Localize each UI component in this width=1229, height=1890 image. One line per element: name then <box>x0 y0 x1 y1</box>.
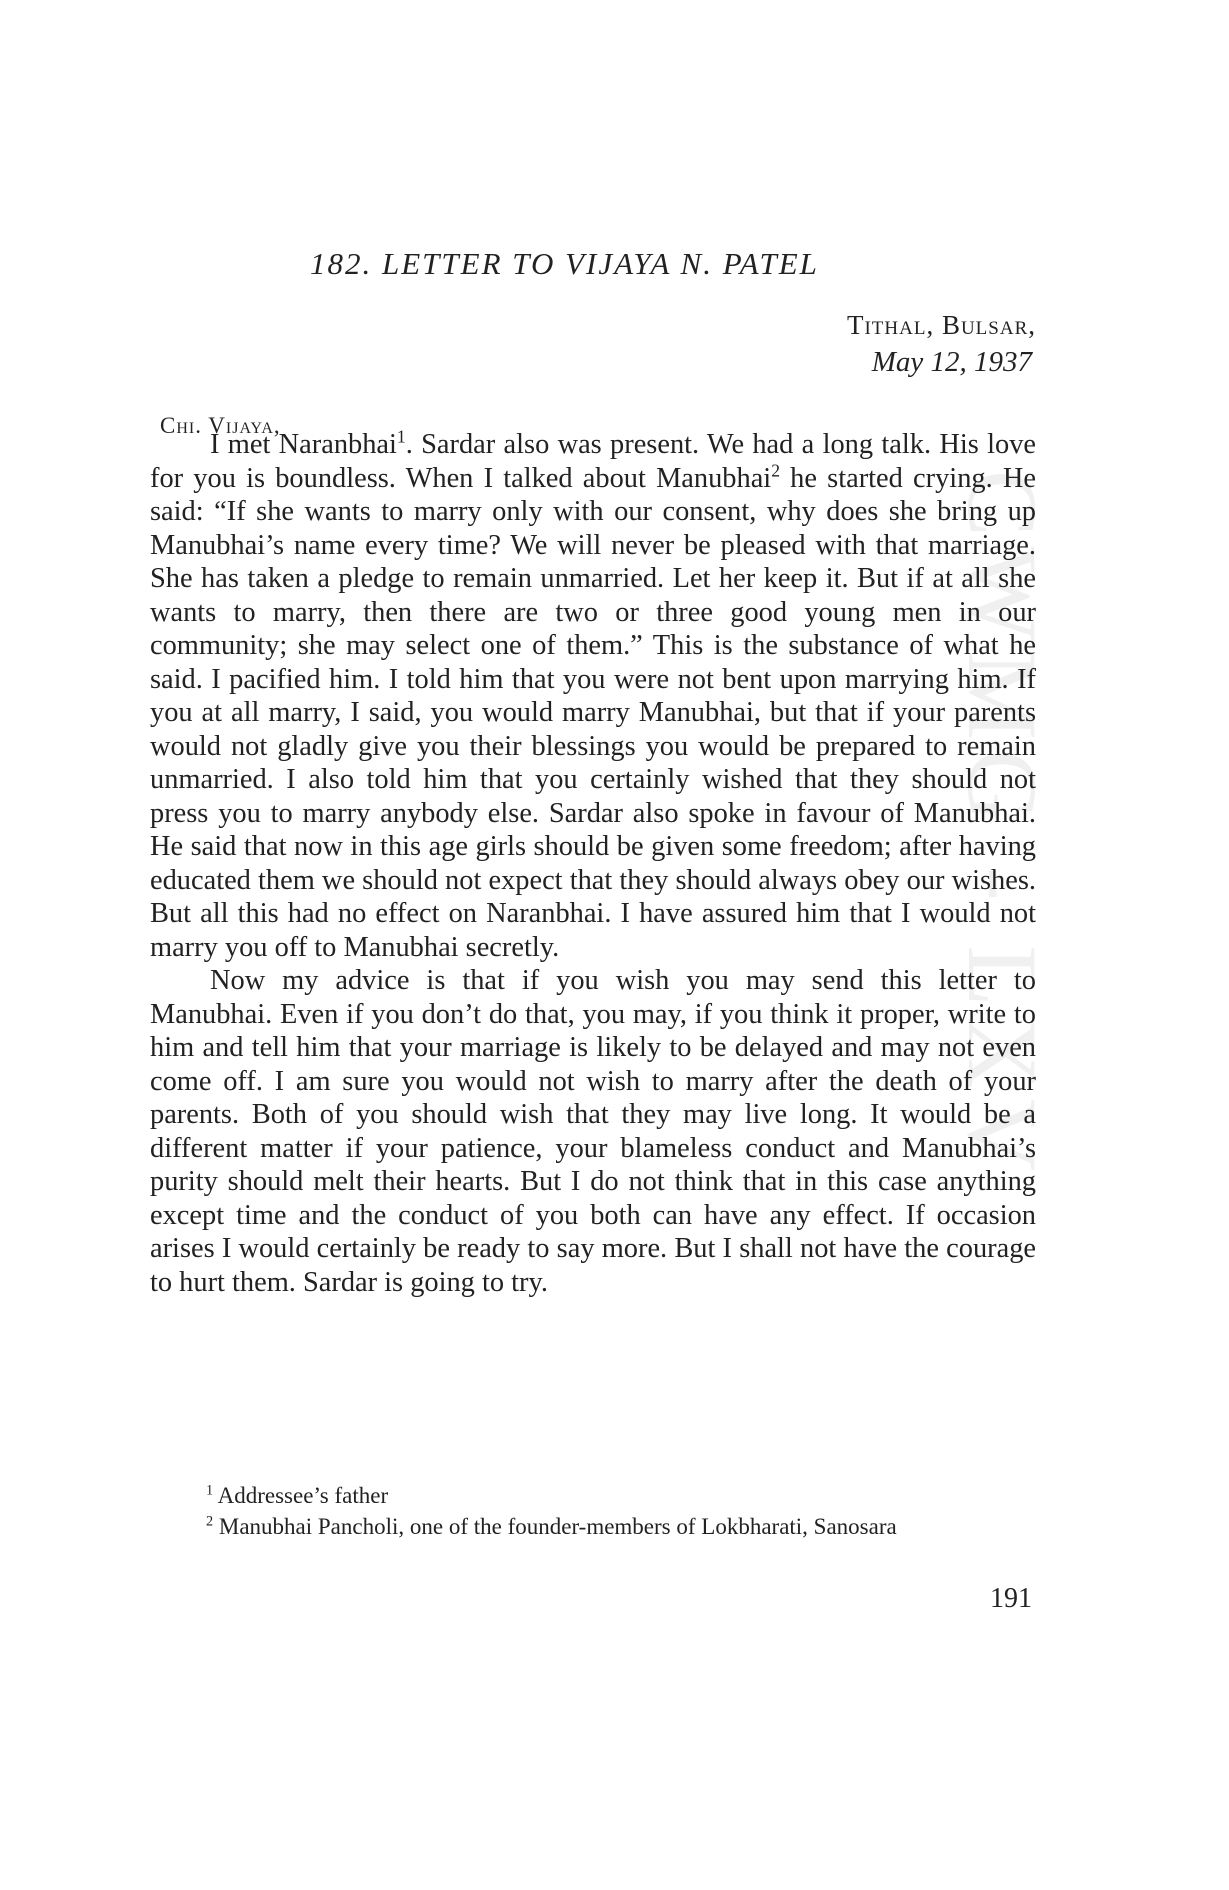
footnote-ref-1: 1 <box>396 426 406 447</box>
footnote-ref-2: 2 <box>771 460 780 481</box>
letter-date: May 12, 1937 <box>871 346 1032 378</box>
paragraph-2: Now my advice is that if you wish you may send this letter to Manubhai. Even if you don’t do that, you may, if you think it proper, write to him and tell him that your marriage is likely to be delayed and may not even come off. I am sure you would not wish to marry after the death of your parents. Both of you should wish that they may live long. It would be a different matter if your patience, your blameless conduct and Manubhai’s purity should melt their hearts. But I do not think that in this case anything except time and the conduct of you both can have any effect. If occasion arises I would certainly be ready to say more. But I shall not have the courage to hurt them. Sardar is going to try. <box>150 965 1036 1298</box>
footnote-1-marker: 1 <box>206 1482 214 1499</box>
paragraph-1 <box>150 428 1036 964</box>
footnote-1-text: Addressee’s father <box>217 1483 389 1508</box>
letter-place: Tithal, Bulsar, <box>846 310 1036 340</box>
footnotes <box>150 1480 1036 1542</box>
footnote-2 <box>150 1511 1036 1542</box>
footnote-2-text: Manubhai Pancholi, one of the founder-members of Lokbharati, Sanosara <box>218 1514 897 1539</box>
paragraph-1-text-c: he started crying. He said: “If she wants to marry only with our consent, why does she bring up Manubhai’s name every time? We will never be pleased with that marriage. She has taken a pledge to remain unmarried. Let her keep it. But if at all she wants to marry, then there are two or three good young men in our community; she may select one of them.” This is the substance of what he said. I pacified him. I told him that you were not bent upon marrying him. If you at all marry, I said, you would marry Manubhai, but that if your parents would not gladly give you their blessings you would be prepared to remain unmarried. I also told him that you certainly wished that they should not press you to marry anybody else. Sardar also spoke in favour of Manubhai. He said that now in this age girls should be given some freedom; after having educated them we should not expect that they should always obey our wishes. But all this had no effect on Naranbhai. I have assured him that I would not marry you off to Manubhai secretly. <box>150 462 1036 963</box>
footnote-1 <box>150 1480 1036 1511</box>
letter-body <box>150 428 1036 1299</box>
letter-title: 182. LETTER TO VIJAYA N. PATEL <box>310 246 819 281</box>
paragraph-1-text-a: I met Naranbhai <box>210 429 397 460</box>
page-number: 191 <box>990 1583 1032 1614</box>
watermark-text: CWMG - LXV <box>947 470 1058 1182</box>
paragraph-1-text-b: . Sardar also was present. We had a long talk. His love for you is boundless. When I talked about Manubhai <box>150 429 1036 494</box>
salutation: Chi. Vijaya, <box>160 413 281 438</box>
footnote-2-marker: 2 <box>206 1513 214 1530</box>
